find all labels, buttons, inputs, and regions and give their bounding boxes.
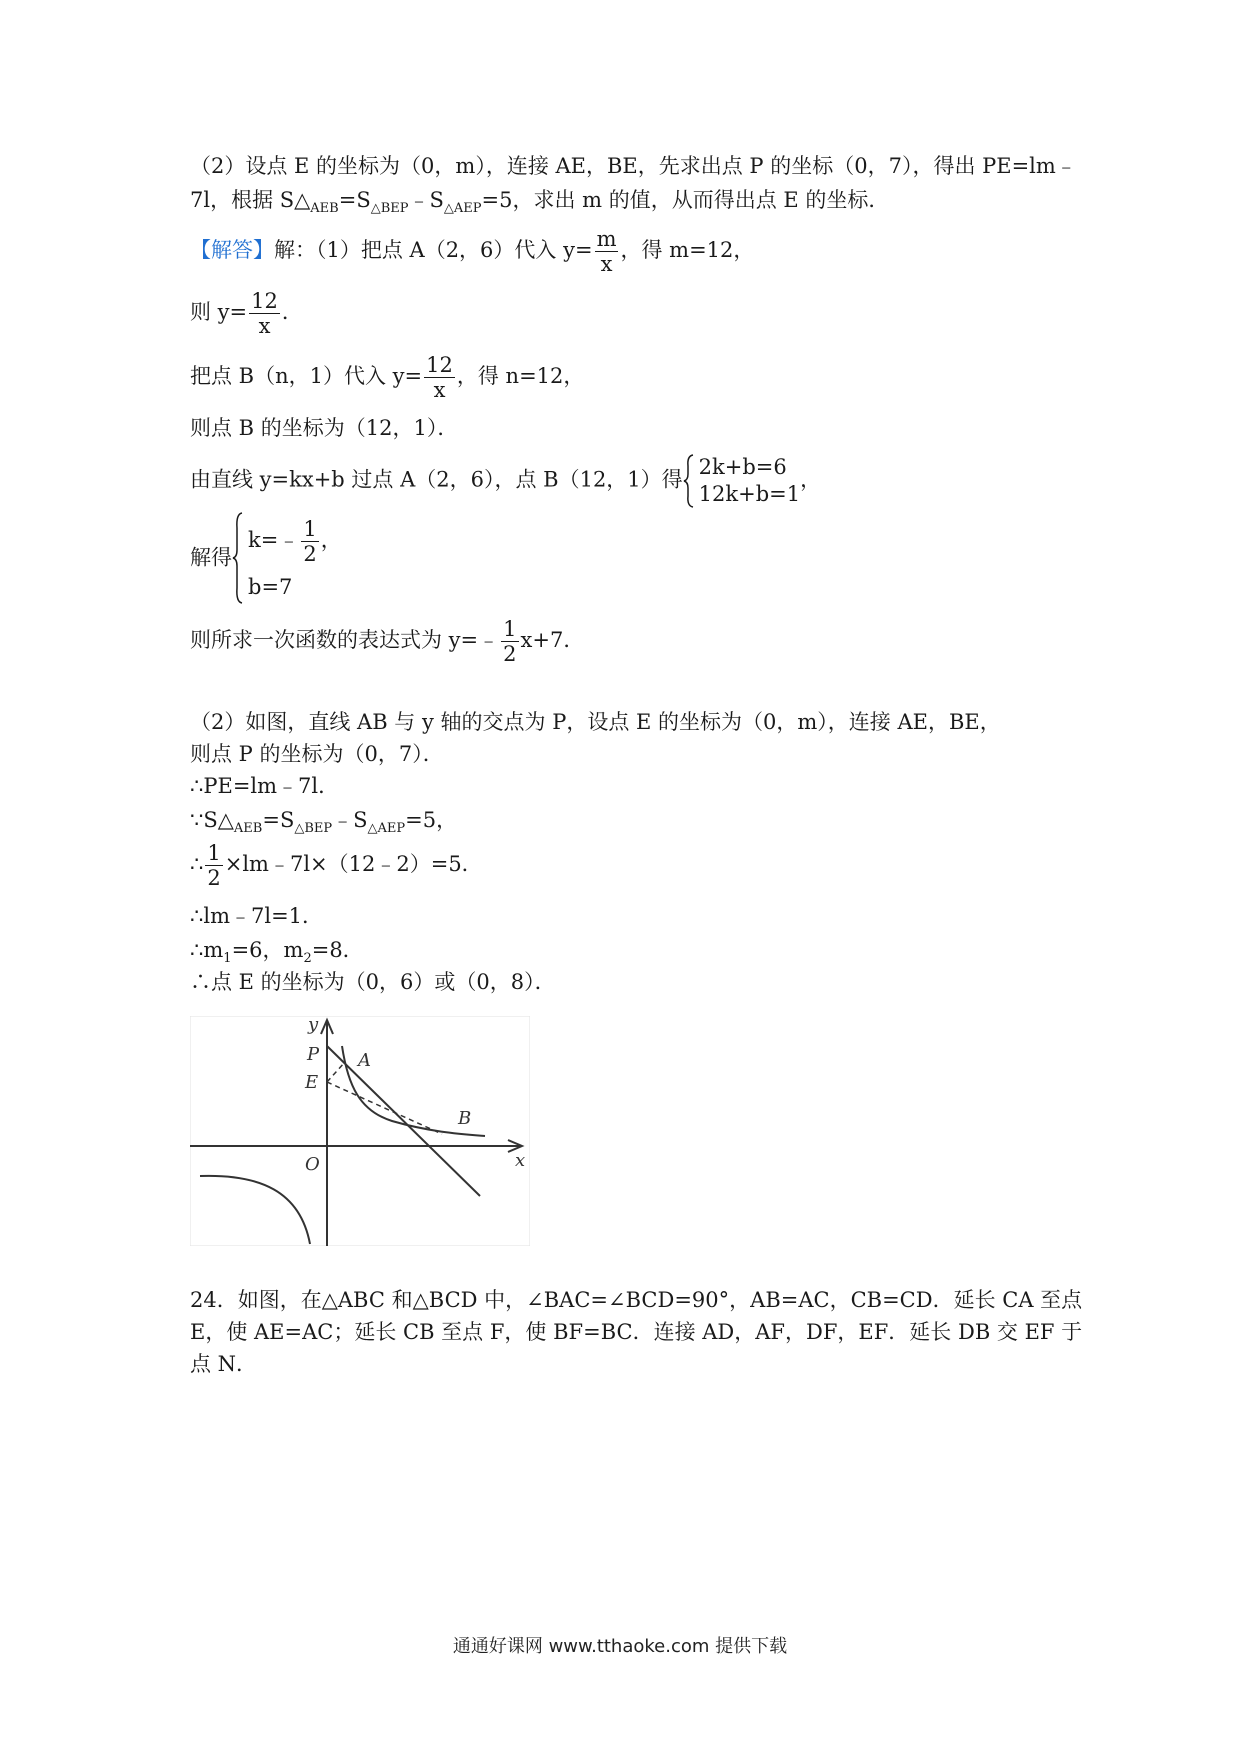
fraction: $\frac{1}{2}$	[503, 617, 517, 667]
analysis-line-2: 7l，根据 $S\triangle_{AEB}=S_{\triangle BEP}﹣S_{\triangle AEP}=5$，求出 m 的值，从而得出点 E 的坐标．	[190, 188, 890, 217]
point-p-label: P	[307, 1044, 320, 1065]
equation-system: 2k+b=6 12k+b=1	[683, 454, 800, 508]
part2-line-5: ∴ $\frac{1}{2}$ ×lm﹣7l×（12﹣2）=5．	[190, 841, 483, 891]
solution-line-6: 解得 k=﹣ $\frac{1}{2}$ ， b=7	[190, 512, 342, 604]
solution-line-5: 由直线 y=kx+b 过点 A（2，6），点 B（12，1）得 2k+b=6 12k+b=1 ，	[190, 455, 822, 506]
solution-line-4: 则点 B 的坐标为（12，1）．	[190, 416, 459, 440]
fraction: $\frac{12}{x}$	[251, 289, 278, 339]
solution-line-2: 则 y= $\frac{12}{x}$ ．	[190, 289, 303, 339]
part2-line-6: ∴lm﹣7l=1．	[190, 904, 324, 928]
left-brace-icon	[683, 454, 695, 508]
analysis-line-1: （2）设点 E 的坐标为（0，m），连接 AE，BE，先求出点 P 的坐标（0，7），得出 PE=lm﹣	[190, 154, 1077, 178]
fraction: $\frac{m}{x}$	[596, 227, 617, 277]
part2-line-4: $\because S\triangle_{AEB}=S_{\triangle BEP}﹣S_{\triangle AEP}=5$，	[190, 808, 458, 837]
question-24-line-1: 24．如图，在△ABC 和△BCD 中，∠BAC=∠BCD=90°，AB=AC，CB=CD．延长 CA 至点	[190, 1288, 1083, 1312]
origin-label: O	[305, 1154, 320, 1175]
left-brace-icon	[232, 512, 244, 604]
point-a-label: A	[358, 1050, 371, 1071]
solution-system: k=﹣ $\frac{1}{2}$ ， b=7	[232, 512, 342, 604]
point-e-label: E	[305, 1072, 319, 1093]
question-24-line-3: 点 N．	[190, 1352, 258, 1376]
part2-line-1: （2）如图，直线 AB 与 y 轴的交点为 P，设点 E 的坐标为（0，m），连接 AE，BE，	[190, 710, 1001, 734]
fraction: $\frac{12}{x}$	[426, 353, 453, 403]
x-axis-label: x	[515, 1150, 526, 1171]
part2-line-8: ∴点 E 的坐标为（0，6）或（0，8）．	[190, 970, 556, 994]
solution-line-1: 【解答】解：（1）把点 A（2，6）代入 y= $\frac{m}{x}$ ，得 m=12，	[190, 227, 755, 277]
fraction: $\frac{1}{2}$	[303, 516, 317, 567]
solution-line-7: 则所求一次函数的表达式为 y=﹣ $\frac{1}{2}$ x+7．	[190, 617, 585, 667]
part2-line-3: ∴PE=lm﹣7l．	[190, 774, 340, 798]
y-axis-label: y	[308, 1016, 319, 1035]
part2-line-2: 则点 P 的坐标为（0，7）．	[190, 742, 444, 766]
question-24-line-2: E，使 AE=AC；延长 CB 至点 F，使 BF=BC．连接 AD，AF，DF，EF．延长 DB 交 EF 于	[190, 1320, 1083, 1344]
page-footer: 通通好课网 www.tthaoke.com 提供下载	[452, 1636, 788, 1657]
solution-line-3: 把点 B（n，1）代入 y= $\frac{12}{x}$ ，得 n=12，	[190, 353, 585, 403]
function-graph-figure	[190, 1016, 530, 1246]
point-b-label: B	[458, 1108, 472, 1129]
part2-line-7: $\therefore m_1=6$，$m_2=8$．	[190, 938, 364, 967]
fraction: $\frac{1}{2}$	[207, 841, 221, 891]
solution-tag: 【解答】	[190, 238, 274, 263]
